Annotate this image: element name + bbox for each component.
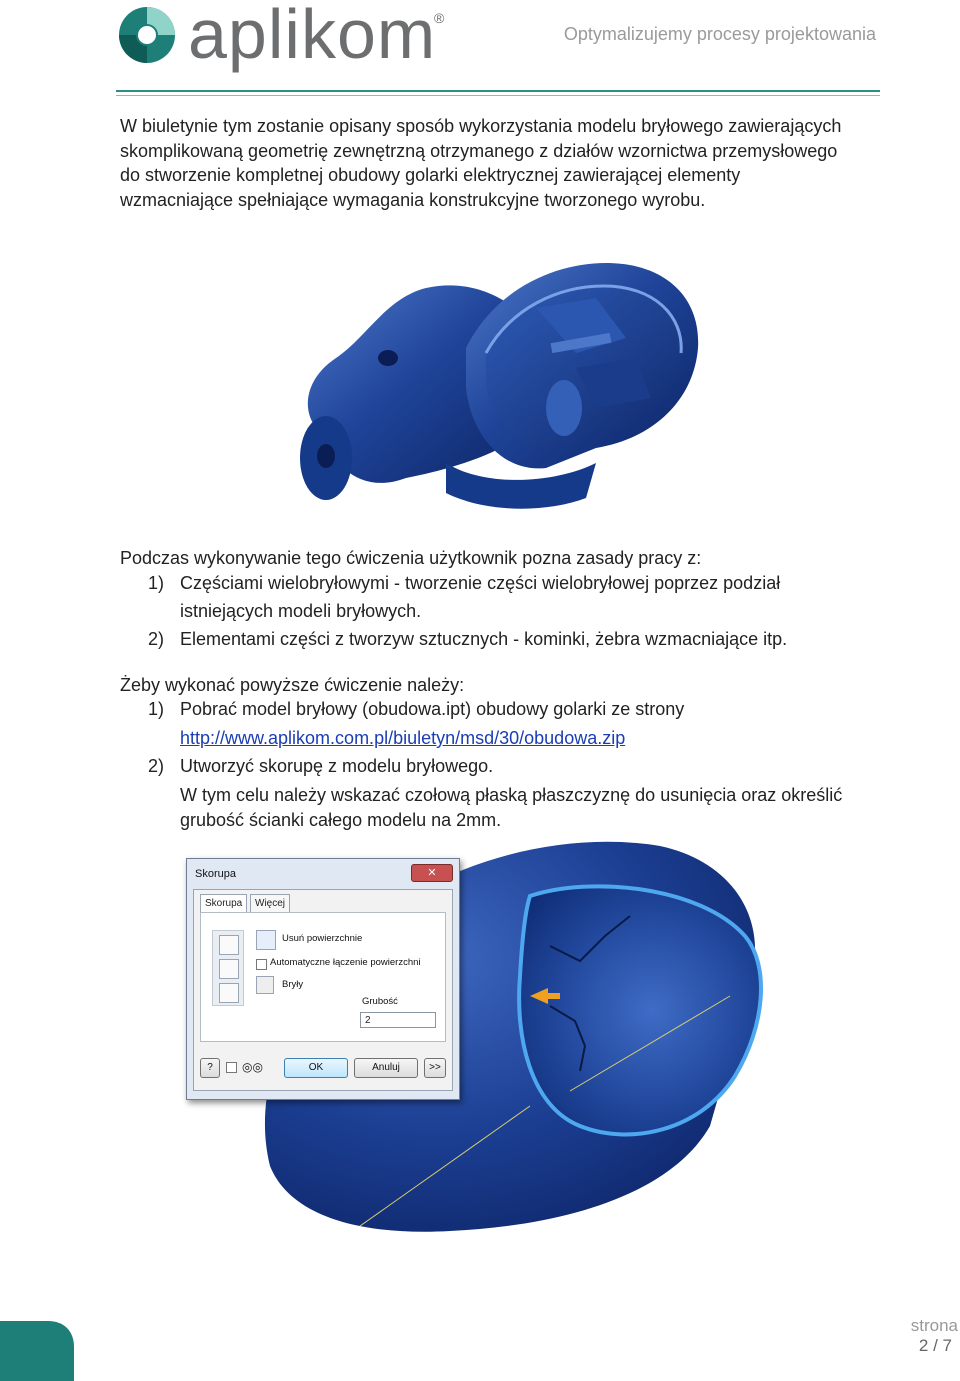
logo-wordmark: aplikom (188, 0, 437, 73)
dialog-body (193, 889, 453, 1091)
download-link[interactable]: http://www.aplikom.com.pl/biuletyn/msd/30/obudowa.zip (180, 728, 626, 748)
list-item: Pobrać model bryłowy (obudowa.ipt) obudowy golarki ze strony (180, 699, 685, 719)
page-label: strona (910, 1316, 958, 1335)
tab-shell[interactable]: Skorupa (200, 894, 247, 913)
solids-select-icon[interactable] (256, 976, 274, 994)
footer-corner-decoration (0, 1321, 74, 1381)
intro-line: wzmacniające spełniające wymagania konstrukcyjne tworzonego wyrobu. (120, 190, 706, 210)
list-item: Częściami wielobryłowymi - tworzenie części wielobryłowej poprzez podział (180, 573, 781, 593)
select-cursor-icon[interactable] (256, 930, 276, 950)
shaver-housing-section-image (296, 258, 706, 516)
list-item: Elementami części z tworzyw sztucznych - kominki, żebra wzmacniające itp. (180, 629, 788, 649)
inside-direction-icon[interactable] (219, 935, 239, 955)
outside-direction-icon[interactable] (219, 959, 239, 979)
solids-label: Bryły (282, 979, 304, 990)
remove-faces-label: Usuń powierzchnie (282, 933, 363, 944)
cancel-button[interactable]: Anuluj (354, 1058, 418, 1078)
section2-heading: Żeby wykonać powyższe ćwiczenie należy: (120, 675, 465, 695)
intro-line: do stworzenie kompletnej obudowy golarki elektrycznej zawierającej elementy (120, 165, 741, 185)
auto-chain-checkbox[interactable] (256, 959, 267, 970)
list-item: Utworzyć skorupę z modelu bryłowego. (180, 756, 494, 776)
page-number: 2 / 7 (918, 1336, 952, 1355)
list-item-continuation: W tym celu należy wskazać czołową płaską płaszczyznę do usunięcia oraz określić (180, 785, 843, 805)
list-number: 1) (148, 573, 165, 593)
header-divider-thin (116, 95, 880, 96)
registered-mark: ® (434, 10, 445, 26)
list-item-continuation: grubość ścianki całego modelu na 2mm. (180, 810, 502, 830)
glasses-icon[interactable]: ◎◎ (242, 1060, 263, 1074)
thickness-label: Grubość (362, 996, 398, 1007)
preview-checkbox[interactable] (226, 1062, 237, 1073)
shell-dialog (186, 858, 460, 1100)
list-number: 2) (148, 756, 165, 776)
help-button[interactable]: ? (200, 1058, 220, 1078)
ok-button[interactable]: OK (284, 1058, 348, 1078)
shell-direction-toolbar (212, 930, 244, 1006)
auto-chain-label: Automatyczne łączenie powierzchni (270, 957, 421, 968)
tab-more[interactable]: Więcej (250, 894, 290, 913)
dialog-close-button[interactable]: ✕ (411, 864, 453, 882)
intro-line: skomplikowaną geometrię zewnętrzną otrzymanego z działów wzornictwa przemysłowego (120, 141, 838, 161)
both-direction-icon[interactable] (219, 983, 239, 1003)
dialog-title: Skorupa (195, 868, 236, 880)
aplikom-logo-mark-icon (118, 6, 176, 64)
thickness-input[interactable]: 2 (360, 1012, 436, 1028)
section1-heading: Podczas wykonywanie tego ćwiczenia użytkownik pozna zasady pracy z: (120, 548, 702, 568)
list-number: 2) (148, 629, 165, 649)
header-divider (116, 90, 880, 92)
list-item-continuation: istniejących modeli bryłowych. (180, 601, 422, 621)
list-number: 1) (148, 699, 165, 719)
header-tagline: Optymalizujemy procesy projektowania (563, 24, 876, 44)
more-options-button[interactable]: >> (424, 1058, 446, 1078)
intro-line: W biuletynie tym zostanie opisany sposób wykorzystania modelu bryłowego zawierających (120, 116, 842, 136)
